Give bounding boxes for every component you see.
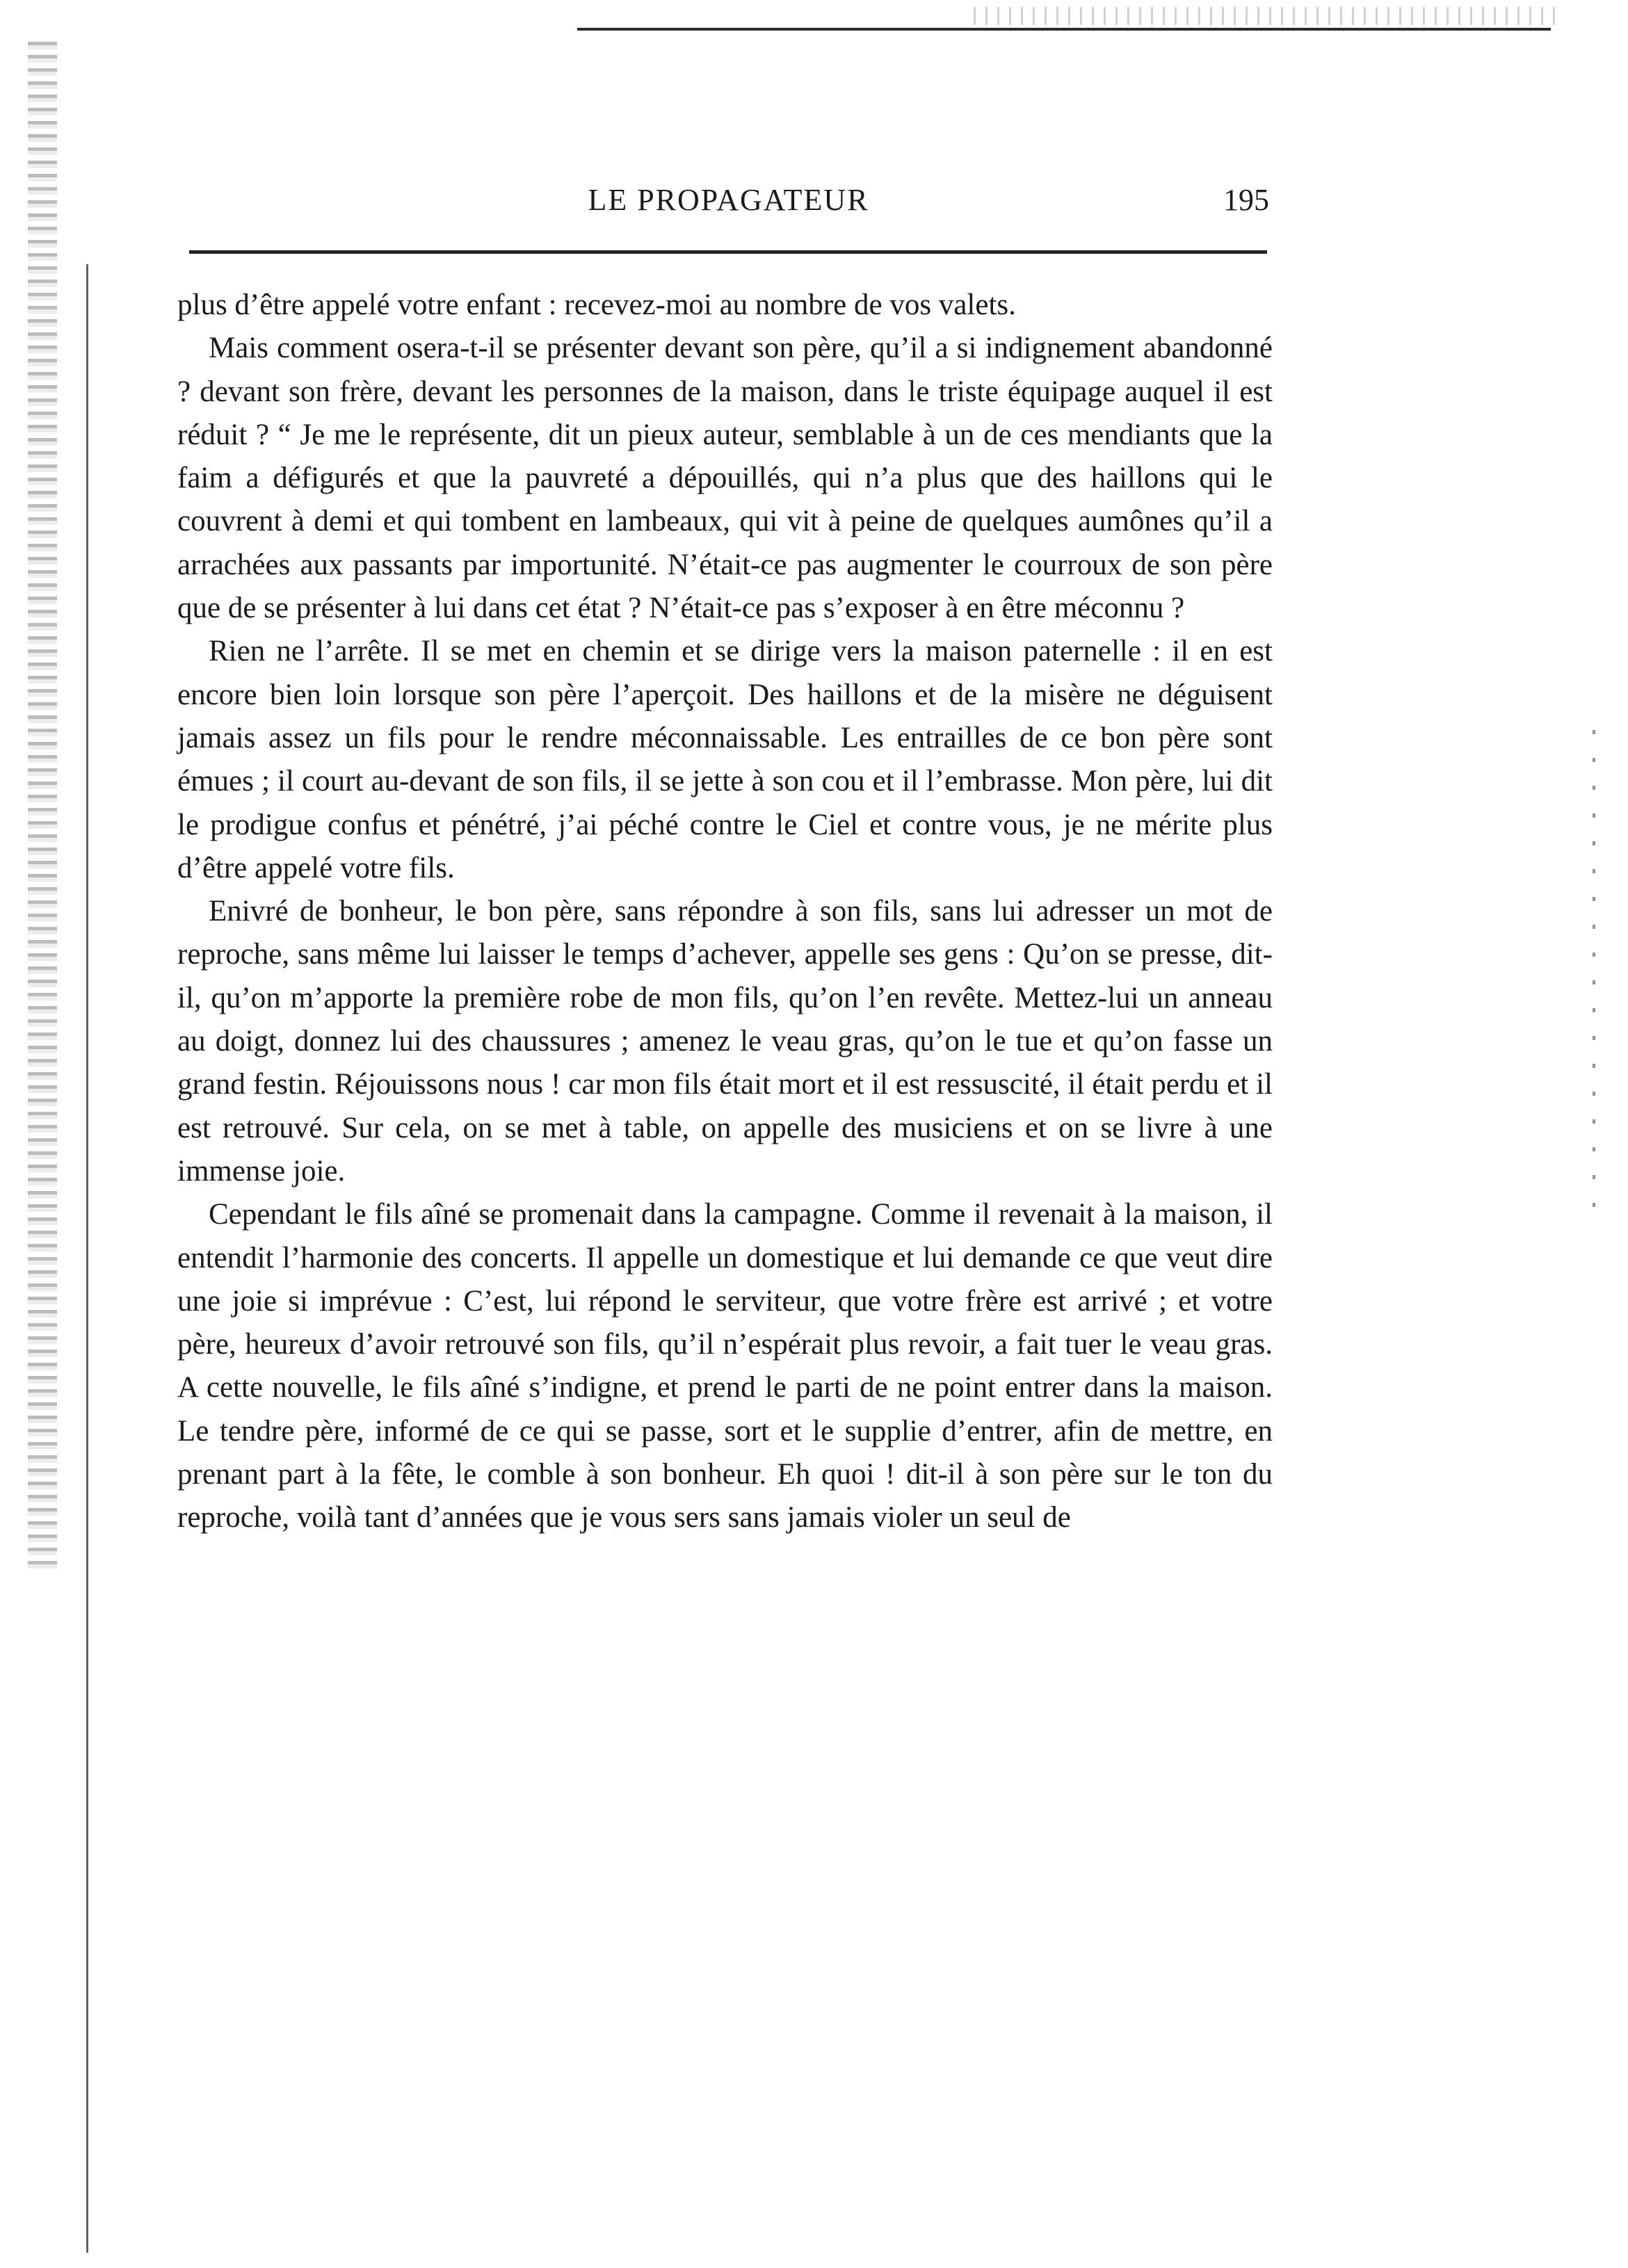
scan-speckle bbox=[974, 7, 1558, 25]
header-rule bbox=[189, 250, 1267, 254]
paragraph: Enivré de bonheur, le bon père, sans répondre à son fils, sans lui adresser un mot de reproche, sans même lui laisser le temps d’achever, appelle ses gens : Qu’on se presse, dit-il, qu’on m’apporte la première robe de mon fils, qu’on l’en revête. Mettez-lui un anneau au doigt, donnez lui des chaussures ; amenez le veau gras, qu’on le tue et qu’on fasse un grand festin. Réjouissons nous ! car mon fils était mort et il est ressuscité, il était perdu et il est retrouvé. Sur cela, on se met à table, on appelle des musiciens et on se livre à une immense joie. bbox=[177, 895, 1273, 1188]
paragraph: Mais comment osera-t-il se présenter devant son père, qu’il a si indignement abandonné ? devant son frère, devant les personnes de la maison, dans le triste équipage auquel il est réduit ? “ Je me le représente, dit un pieux auteur, semblable à un de ces mendiants que la faim a défigurés et que la pauvreté a dépouillés, qui n’a plus que des haillons qui le couvrent à demi et qui tombent en lambeaux, qui vit à peine de quelques aumônes qu’il a arrachées aux passants par importunité. N’était-ce pas augmenter le courroux de son père que de se présenter à lui dans cet état ? N’était-ce pas s’exposer à en être méconnu ? bbox=[177, 332, 1273, 625]
binding-line bbox=[86, 264, 88, 2253]
binding-edge bbox=[28, 42, 57, 1571]
paragraph: Rien ne l’arrête. Il se met en chemin et se dirige vers la maison paternelle : il en est encore bien loin lorsque son père l’aperçoit. Des haillons et de la misère ne déguisent jamais assez un fils pour le rendre méconnaissable. Les entrailles de ce bon père sont émues ; il court au-devant de son fils, il se jette à son cou et il l’embrasse. Mon père, lui dit le prodigue confus et pénétré, j’ai péché contre le Ciel et contre vous, je ne mérite plus d’être appelé votre fils. bbox=[177, 635, 1273, 884]
scan-top-rule bbox=[577, 28, 1551, 31]
running-header bbox=[188, 182, 1269, 224]
body-text bbox=[177, 284, 1273, 1540]
running-title: LE PROPAGATEUR bbox=[588, 183, 869, 217]
scan-margin-dots bbox=[1593, 730, 1595, 1217]
page-number: 195 bbox=[1223, 183, 1269, 217]
paragraph: Cependant le fils aîné se promenait dans la campagne. Comme il revenait à la maison, il entendit l’harmonie des concerts. Il appelle un domestique et lui demande ce que veut dire une joie si imprévue : C’est, lui répond le serviteur, que votre frère est arrivé ; et votre père, heureux d’avoir retrouvé son fils, qu’il n’espérait plus revoir, a fait tuer le veau gras. A cette nouvelle, le fils aîné s’indigne, et prend le parti de ne point entrer dans la maison. Le tendre père, informé de ce qui se passe, sort et le supplie d’entrer, afin de mettre, en prenant part à la fête, le comble à son bonheur. Eh quoi ! dit-il à son père sur le ton du reproche, voilà tant d’années que je vous sers sans jamais violer un seul de bbox=[177, 1198, 1273, 1534]
paragraph-continued: plus d’être appelé votre enfant : recevez-moi au nombre de vos valets. bbox=[177, 289, 1016, 321]
